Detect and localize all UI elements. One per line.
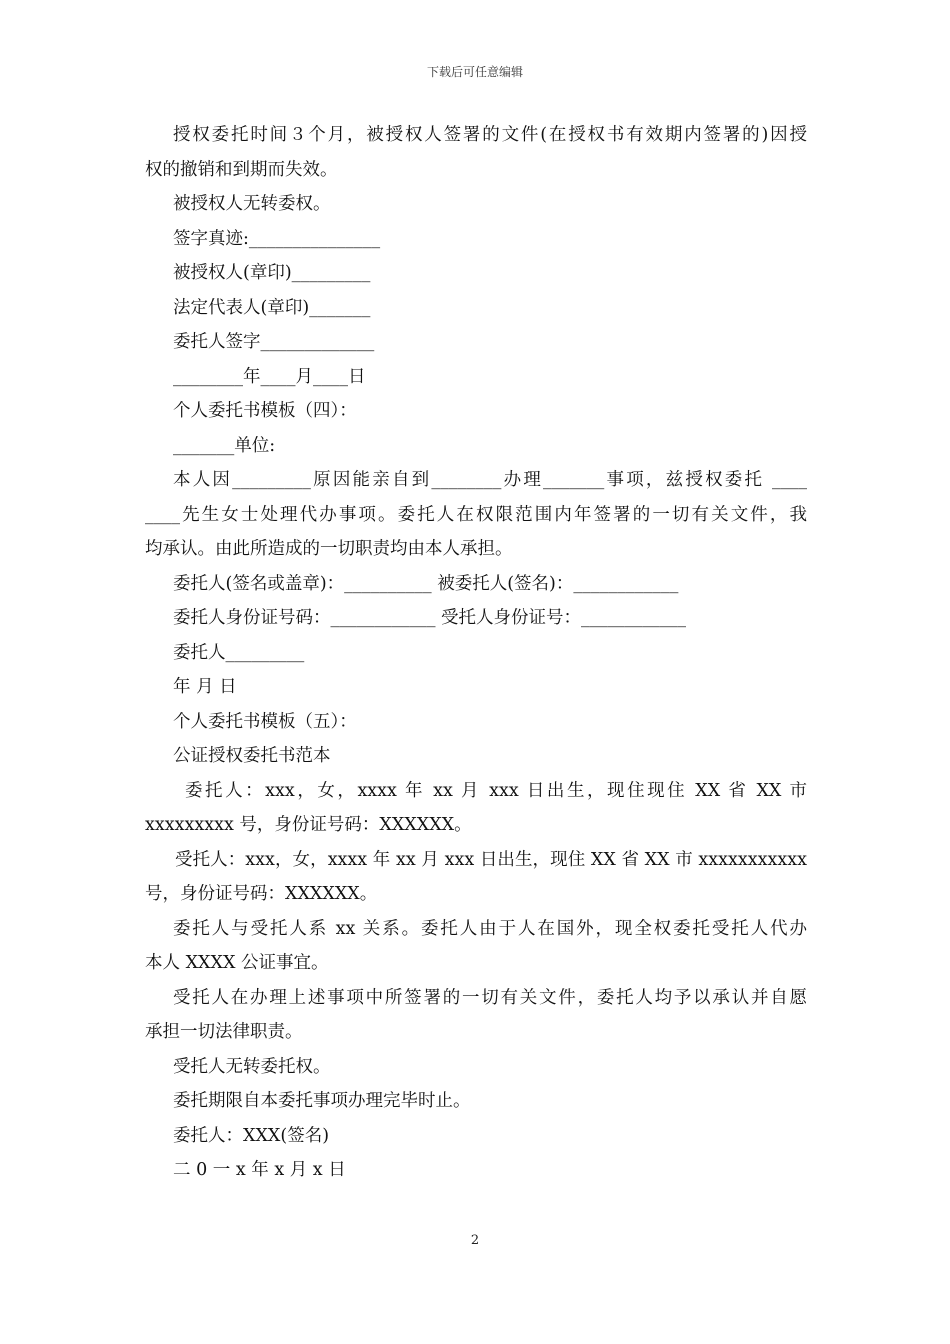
section-heading: 个人委托书模板（四）： xyxy=(173,401,357,421)
paragraph-line: ____先生女士处理代办事项。委托人在权限范围内年签署的一切有关文件，我 xyxy=(145,504,807,525)
paragraph-line: 号，身份证号码：XXXXXX。 xyxy=(145,884,378,904)
section-heading: 个人委托书模板（五）： xyxy=(173,711,357,732)
paragraph-line: 委托人：xxx，女，xxxx 年 xx 月 xxx 日出生，现住现住 XX 省 XX 市 xyxy=(185,780,807,801)
principal-field: 委托人_________ xyxy=(173,642,305,663)
page-number: 2 xyxy=(470,1233,480,1248)
authorized-person-seal-field: 被授权人(章印)_________ xyxy=(173,263,371,283)
paragraph-line: 本人因_________原因能亲自到________办理_______事项，兹授权委托 ____ xyxy=(173,470,807,490)
principal-signature-line: 委托人：XXX(签名) xyxy=(173,1125,330,1146)
id-number-line: 委托人身份证号码：____________ 受托人身份证号：____________ xyxy=(173,608,687,628)
paragraph-line: 被授权人无转委权。 xyxy=(173,194,331,214)
paragraph-line: 授权委托时间３个月，被授权人签署的文件(在授权书有效期内签署的)因授 xyxy=(173,125,807,145)
signature-field: 签字真迹:_______________ xyxy=(173,228,381,249)
paragraph-line: 权的撤销和到期而失效。 xyxy=(145,159,338,180)
paragraph-line: 受托人：xxx，女，xxxx 年 xx 月 xxx 日出生，现住 XX 省 XX 市 xxxxxxxxxxx xyxy=(175,849,807,870)
paragraph-line: 受托人在办理上述事项中所签署的一切有关文件，委托人均予以承认并自愿 xyxy=(173,987,807,1008)
date-line: 二 0 一 x 年 x 月 x 日 xyxy=(173,1160,346,1180)
date-field: ________年____月____日 xyxy=(173,366,366,387)
paragraph-line: 委托人与受托人系 xx 关系。委托人由于人在国外，现全权委托受托人代办 xyxy=(173,918,807,939)
paragraph-line: 受托人无转委托权。 xyxy=(173,1056,331,1077)
page-header: 下载后可任意编辑 xyxy=(426,65,523,79)
subheading: 公证授权委托书范本 xyxy=(173,746,331,766)
paragraph-line: 本人 XXXX 公证事宜。 xyxy=(145,953,329,973)
document-body xyxy=(145,118,807,1188)
principal-signature-line: 委托人(签名或盖章)：__________ 被委托人(签名)：____________ xyxy=(173,573,679,594)
unit-field: _______单位: xyxy=(173,435,276,456)
paragraph-line: 均承认。由此所造成的一切职责均由本人承担。 xyxy=(145,539,513,559)
legal-representative-seal-field: 法定代表人(章印)_______ xyxy=(173,297,371,318)
paragraph-line: 承担一切法律职责。 xyxy=(145,1022,303,1042)
paragraph-line: xxxxxxxxx 号，身份证号码：XXXXXX。 xyxy=(145,815,472,835)
principal-signature-field: 委托人签字_____________ xyxy=(173,332,375,352)
paragraph-line: 委托期限自本委托事项办理完毕时止。 xyxy=(173,1091,471,1111)
date-line: 年 月 日 xyxy=(173,677,237,697)
